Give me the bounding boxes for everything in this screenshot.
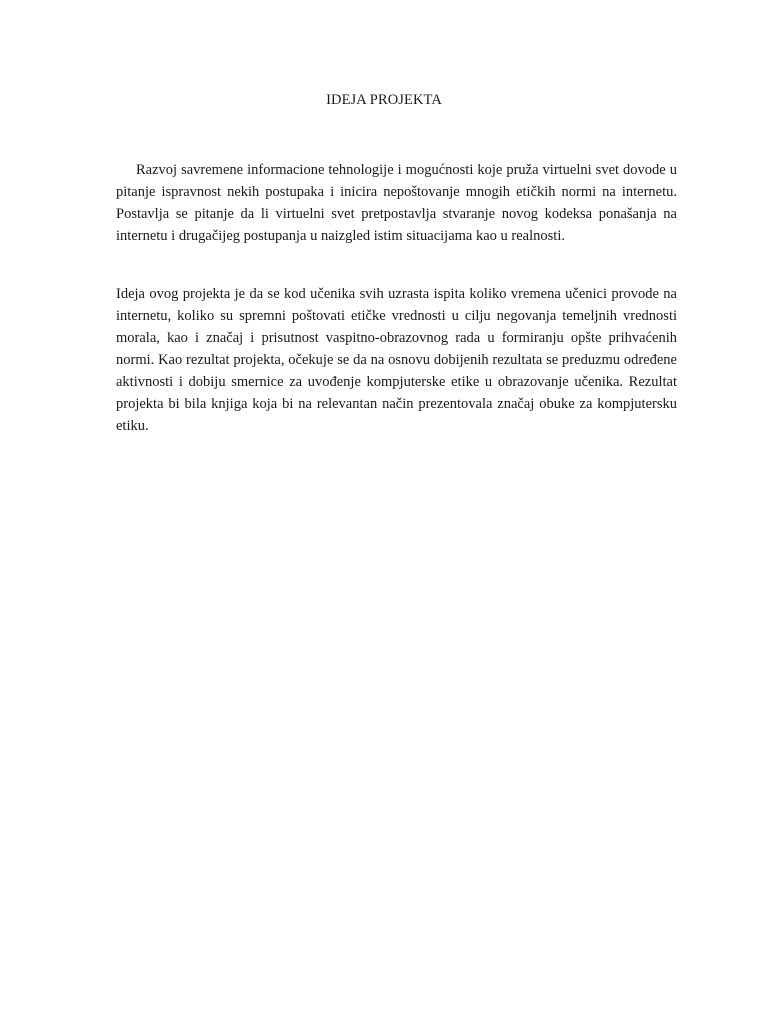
paragraph-intro: Razvoj savremene informacione tehnologije i mogućnosti koje pruža virtuelni svet dovode u pitanje ispravnost nekih postupaka i inicira nepoštovanje mnogih etičkih normi na internetu. Postavlja se pitanje da li virtuelni svet pretpostavlja stvaranje novog kodeksa ponašanja na internetu i drugačijeg postupanja u naizgled istim situacijama kao u realnosti. [116,162,677,244]
document-title: IDEJA PROJEKTA [326,92,442,108]
paragraph-project-idea: Ideja ovog projekta je da se kod učenika svih uzrasta ispita koliko vremena učenici provode na internetu, koliko su spremni poštovati etičke vrednosti u cilju negovanja temeljnih vrednosti morala, kao i značaj i prisutnost vaspitno-obrazovnog rada u formiranju opšte prihvaćenih normi. Kao rezultat projekta, očekuje se da na osnovu dobijenih rezultata se preduzmu određene aktivnosti i dobiju smernice za uvođenje kompjuterske etike u obrazovanje učenika. Rezultat projekta bi bila knjiga koja bi na relevantan način prezentovala značaj obuke za kompjutersku etiku. [116,286,677,434]
